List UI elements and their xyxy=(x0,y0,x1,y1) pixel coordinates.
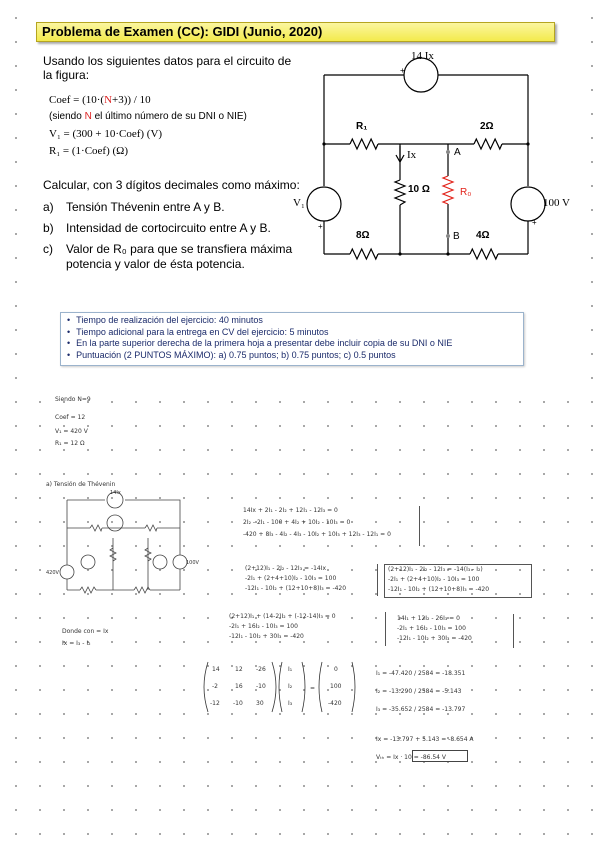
hw-sketch-14ix-label: 14Ix xyxy=(110,490,121,496)
hw-part-a: a) Tensión de Thévenin xyxy=(46,481,116,488)
hw-vec-i1: I₁ xyxy=(288,666,293,673)
hw-vth: Vₜₕ = Ix · 10 = -86.54 V xyxy=(376,754,447,761)
label-10ohm: 10 Ω xyxy=(408,184,430,195)
question-c-text: Valor de R₀ para que se transfiera máxima xyxy=(66,242,293,256)
hw-sol-i1: I₁ = -47.420 / 2584 = -18.351 xyxy=(376,670,466,677)
plus-14ix: + xyxy=(400,66,405,75)
hw-sketch-v1-label: 420V xyxy=(46,570,59,576)
label-100v: 100 V xyxy=(543,197,570,209)
label-8ohm: 8Ω xyxy=(356,230,370,241)
hw-eq-group-5: 14I₁ + 12I₂ - 26I₃ = 0 -2I₁ + 16I₂ - 10I₃ = 100 -12I₁ - 10I₂ + 30I₃ = -420 xyxy=(394,614,514,648)
hw-ix-value: Ix = -13.797 + 5.143 = -8.654 A xyxy=(376,736,474,743)
hw-m33: 30 xyxy=(256,700,264,707)
hw-matrix-equals: = xyxy=(310,685,316,692)
question-c-letter: c) xyxy=(43,242,53,256)
hw-sol-i3: I₃ = -35.652 / 2584 = -13.797 xyxy=(376,706,466,713)
hw-m32: -10 xyxy=(233,700,243,707)
hw-sketch-100v-label: 100V xyxy=(186,560,199,566)
hw-eq-group-1: 14Ix + 2I₁ - 2I₂ + 12I₁ - 12I₃ = 0 2I₂ - 2I₁ - 100 + 4I₂ + 10I₂ - 10I₃ = 0 -420 + 8I₃ - 4I₂ - 4I₃ - 10I₂ + 10I₃ + 12I₃ - 12I₁ = 0 xyxy=(240,506,420,546)
label-14ix: 14 Ix xyxy=(411,50,434,62)
n-note: (siendo N el último número de su DNI o NIE) xyxy=(49,111,247,122)
r1-formula: R₁ = (1·Coef) (Ω) xyxy=(49,145,128,157)
calc-label: Calcular, con 3 dígitos decimales como máximo: xyxy=(43,178,300,192)
page-title: Problema de Examen (CC): GIDI (Junio, 2020) xyxy=(36,22,555,42)
plus-v1: + xyxy=(318,222,323,231)
label-v1: V₁ xyxy=(293,197,305,209)
question-a-letter: a) xyxy=(43,200,54,214)
hw-m22: 16 xyxy=(235,683,243,690)
hw-m12: 12 xyxy=(235,666,243,673)
question-b-text: Intensidad de cortocircuito entre A y B. xyxy=(66,221,271,235)
hw-m31: -12 xyxy=(210,700,220,707)
intro-text: Usando los siguientes datos para el circuito de xyxy=(43,54,292,68)
question-a-text: Tensión Thévenin entre A y B. xyxy=(66,200,225,214)
hw-vec-b1: 0 xyxy=(334,666,338,673)
v1-formula: V₁ = (300 + 10·Coef) (V) xyxy=(49,128,163,140)
info-item: • En la parte superior derecha de la primera hoja a presentar debe incluir copia de su DNI o NIE xyxy=(67,338,517,350)
question-c-text-2: potencia y valor de ésta potencia. xyxy=(66,257,245,271)
hw-n: Siendo N=9 xyxy=(55,396,91,403)
label-2ohm: 2Ω xyxy=(480,121,494,132)
intro-text-2: la figura: xyxy=(43,68,90,82)
label-r0: R₀ xyxy=(460,187,472,198)
hw-m11: 14 xyxy=(212,666,220,673)
label-r1: R₁ xyxy=(356,121,368,132)
hw-vth-box xyxy=(412,750,468,762)
label-ix: Ix xyxy=(407,149,417,161)
info-item: • Tiempo adicional para la entrega en CV del ejercicio: 5 minutos xyxy=(67,327,517,339)
hw-eq-group-3: (2+12)I₁ - 2I₂ - 12I₃ = -14(I₃ - I₂) -2I₁ + (2+4+10)I₂ - 10I₃ = 100 -12I₁ - 10I₂ + (12+10+8)I₃ = -420 xyxy=(384,564,532,598)
hw-sol-i2: I₂ = -13.290 / 2584 = -5.143 xyxy=(376,688,462,695)
hw-eq-group-2: (2+12)I₁ - 2I₂ - 12I₃ = -14Ix -2I₁ + (2+4+10)I₂ - 10I₃ = 100 -12I₁ - 10I₂ + (12+10+8)I₃ = -420 xyxy=(242,564,378,596)
hw-ix-relation: Ix = I₃ - I₂ xyxy=(62,640,91,647)
label-node-a: A xyxy=(454,147,461,158)
hw-m23: -10 xyxy=(256,683,266,690)
info-item: • Tiempo de realización del ejercicio: 40 minutos xyxy=(67,315,517,327)
hw-r1: R₁ = 12 Ω xyxy=(55,440,85,447)
hw-vec-b3: -420 xyxy=(328,700,342,707)
plus-100v: + xyxy=(532,218,537,227)
label-4ohm: 4Ω xyxy=(476,230,490,241)
hw-donde: Donde con = Ix xyxy=(62,628,109,635)
hw-vec-i2: I₂ xyxy=(288,683,293,690)
question-b-letter: b) xyxy=(43,221,54,235)
label-node-b: B xyxy=(453,231,460,242)
hw-m13: -26 xyxy=(256,666,266,673)
coef-formula: Coef = (10·(N+3)) / 10 xyxy=(49,94,151,106)
hw-vec-i3: I₃ xyxy=(288,700,293,707)
hw-vec-b2: 100 xyxy=(330,683,342,690)
hw-m21: -2 xyxy=(212,683,218,690)
hw-eq-group-4: (2+12)I₁ + (14-2)I₂ + (-12-14)I₃ = 0 -2I₁ + 16I₂ - 10I₃ = 100 -12I₁ - 10I₂ + 30I₃ = -420 xyxy=(226,612,386,646)
hw-coef: Coef = 12 xyxy=(55,414,86,421)
info-item: • Puntuación (2 PUNTOS MÁXIMO): a) 0.75 puntos; b) 0.75 puntos; c) 0.5 puntos xyxy=(67,350,517,362)
hw-v1: V₁ = 420 V xyxy=(55,428,88,435)
